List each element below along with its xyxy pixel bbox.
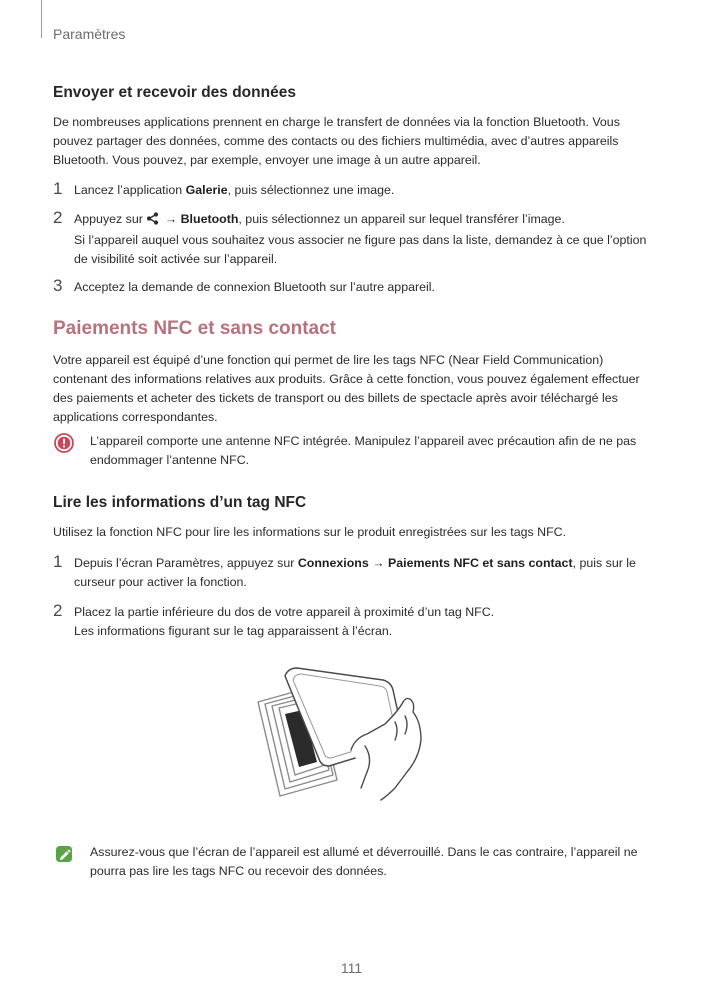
step-subtext: Si l’appareil auquel vous souhaitez vous associer ne figure pas dans la liste, demandez à ce que l’option de visibilité soit activée sur l’appareil. bbox=[74, 233, 647, 266]
step-number: 1 bbox=[53, 179, 63, 198]
step-text: Appuyez sur → Bluetooth, puis sélectionnez un appareil sur lequel transférer l’image. Si l’appareil auquel vous souhaitez vous associer ne figure pas dans la liste, demandez à ce que l’option de visibilité soit activée sur l’appareil. bbox=[74, 212, 647, 266]
step-text: Acceptez la demande de connexion Bluetooth sur l’autre appareil. bbox=[74, 280, 435, 294]
step-number: 1 bbox=[53, 552, 63, 571]
header-rule bbox=[41, 0, 42, 38]
bluetooth-step-1 bbox=[53, 181, 653, 200]
tip-text: Assurez-vous que l’écran de l’appareil est allumé et déverrouillé. Dans le cas contraire, l’appareil ne pourra pas lire les tags NFC ou recevoir des données. bbox=[90, 845, 638, 878]
galerie-label: Galerie bbox=[185, 183, 228, 197]
heading-nfc-payments: Paiements NFC et sans contact bbox=[53, 318, 336, 339]
step-text: Lancez l’application Galerie, puis sélectionnez une image. bbox=[74, 183, 395, 197]
tip-note bbox=[53, 843, 653, 881]
page-header-title: Paramètres bbox=[53, 26, 126, 42]
step-number: 2 bbox=[53, 208, 63, 227]
nfc-tag-illustration bbox=[255, 662, 445, 802]
connexions-label: Connexions bbox=[297, 556, 369, 570]
heading-send-receive: Envoyer et recevoir des données bbox=[53, 84, 296, 101]
read-step-2 bbox=[53, 603, 653, 641]
share-icon bbox=[146, 212, 159, 231]
step-number: 2 bbox=[53, 601, 63, 620]
bluetooth-label: Bluetooth bbox=[180, 212, 239, 226]
step-subtext: Les informations figurant sur le tag apparaissent à l’écran. bbox=[74, 624, 393, 638]
nfc-menu-label: Paiements NFC et sans contact bbox=[388, 556, 573, 570]
step-text: Depuis l’écran Paramètres, appuyez sur Connexions → Paiements NFC et sans contact, puis sur le curseur pour activer la fonction. bbox=[74, 556, 636, 589]
step-text: Placez la partie inférieure du dos de votre appareil à proximité d’un tag NFC. Les informations figurant sur le tag apparaissent à l’écran. bbox=[74, 605, 495, 638]
pencil-note-icon bbox=[53, 843, 75, 870]
bluetooth-step-2 bbox=[53, 210, 653, 269]
step-number: 3 bbox=[53, 276, 63, 295]
page-number: 111 bbox=[340, 960, 363, 976]
read-step-1 bbox=[53, 554, 653, 592]
caution-note bbox=[53, 432, 653, 470]
nfc-intro: Votre appareil est équipé d’une fonction qui permet de lire les tags NFC (Near Field Communication) contenant des informations relatives aux produits. Grâce à cette fonction, vous pouvez également effectuer des paiements et acheter des tickets de transport ou des billets de spectacle après avoir téléchargé les applications correspondantes. bbox=[53, 353, 640, 424]
bluetooth-intro: De nombreuses applications prennent en charge le transfert de données via la fonction Bluetooth. Vous pouvez partager des données, comme des contacts ou des fichiers multimédia, avec d’autres appareils Bluetooth. Vous pouvez, par exemple, envoyer une image à un autre appareil. bbox=[53, 115, 620, 167]
bluetooth-step-3 bbox=[53, 278, 653, 297]
read-nfc-intro: Utilisez la fonction NFC pour lire les informations sur le produit enregistrées sur les tags NFC. bbox=[53, 525, 567, 539]
caution-text: L’appareil comporte une antenne NFC intégrée. Manipulez l’appareil avec précaution afin de ne pas endommager l’antenne NFC. bbox=[90, 434, 637, 467]
caution-icon bbox=[53, 432, 75, 459]
heading-read-nfc: Lire les informations d’un tag NFC bbox=[53, 494, 307, 511]
